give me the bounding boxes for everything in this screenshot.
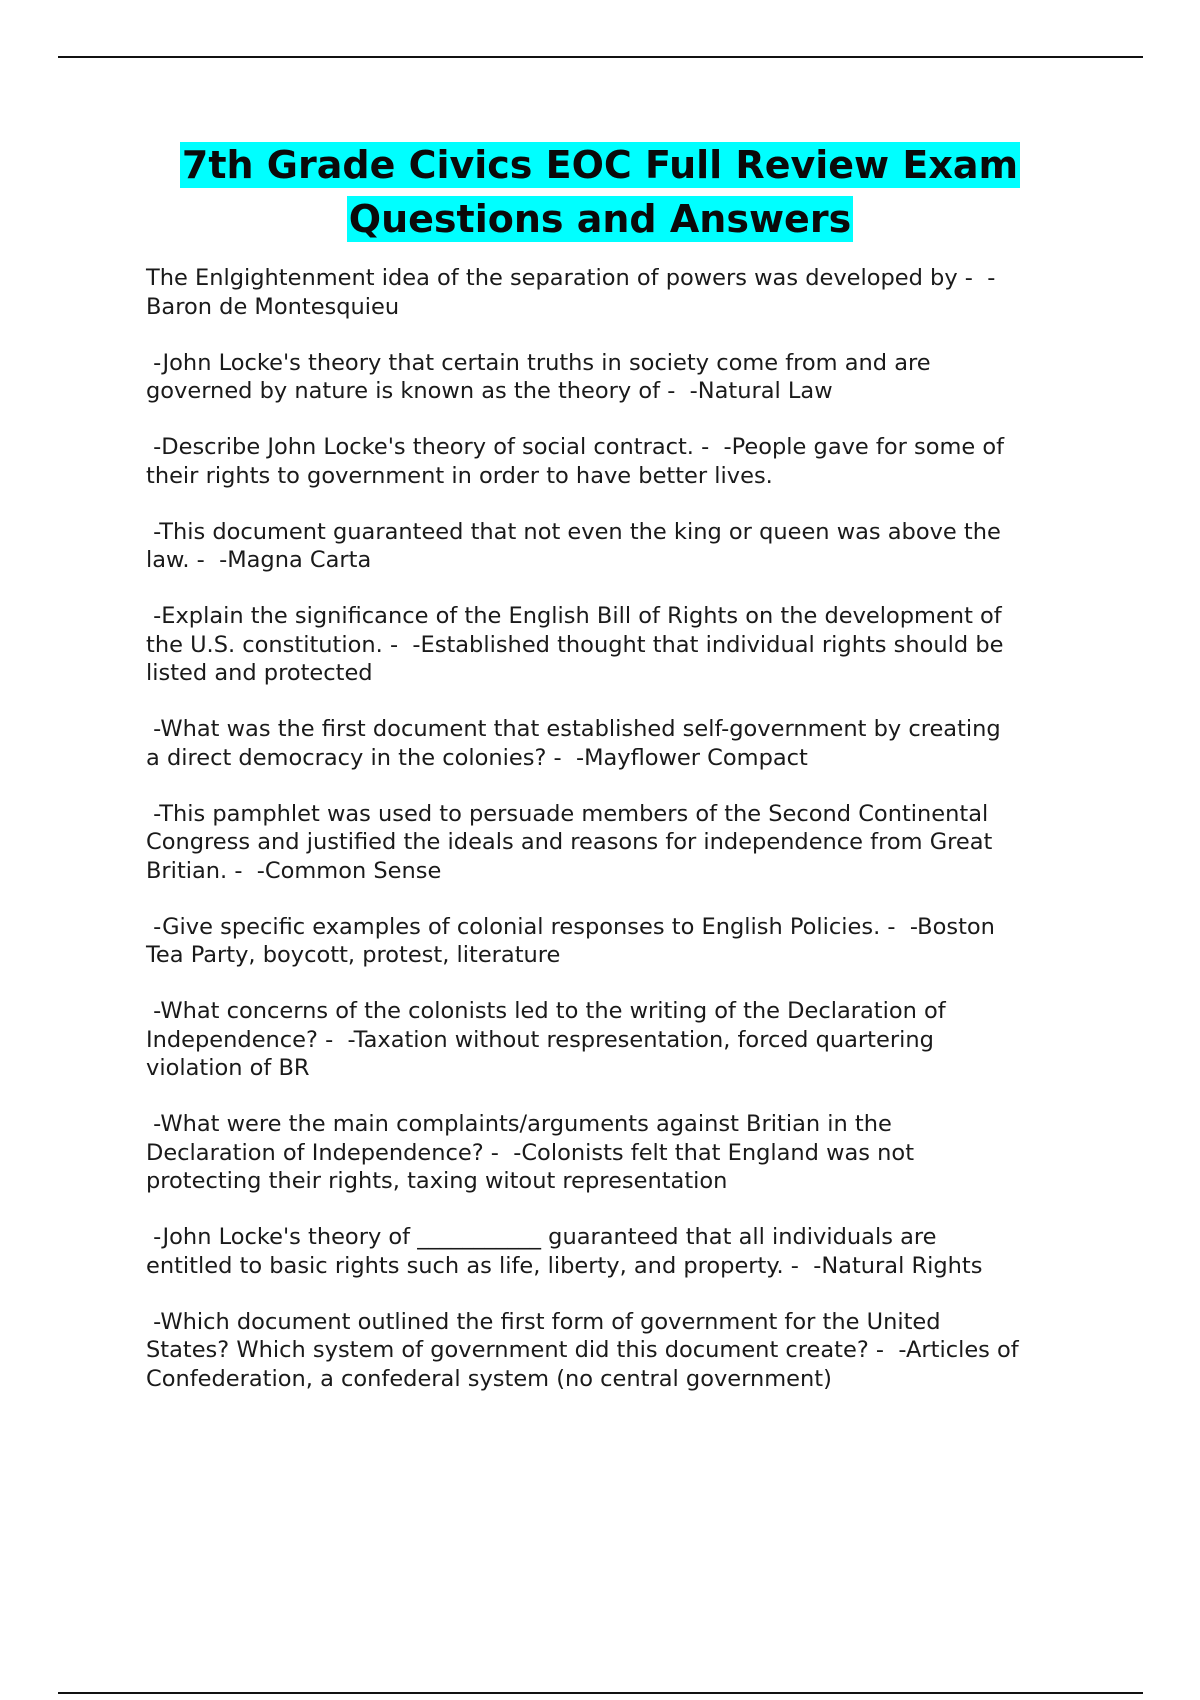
qa-item: -Give specific examples of colonial responses to English Policies. - -Boston Tea Party, boycott, protest, literature (146, 913, 995, 968)
qa-item: -What concerns of the colonists led to the writing of the Declaration of Independence? - -Taxation without respresentation, forced quartering violation of BR (146, 998, 946, 1081)
qa-item: -Describe John Locke's theory of social contract. - -People gave for some of their rights to government in order to have better lives. (146, 434, 1005, 489)
qa-item: -Explain the significance of the English Bill of Rights on the development of the U.S. constitution. - -Established thought that individual rights should be listed and protected (146, 603, 1004, 686)
qa-item: -John Locke's theory of ___________ guaranteed that all individuals are entitled to basic rights such as life, liberty, and property. - -Natural Rights (146, 1224, 983, 1279)
qa-item: -John Locke's theory that certain truths in society come from and are governed by nature is known as the theory of - -Natural Law (146, 349, 931, 404)
qa-list (146, 264, 1096, 1421)
title-line-1: 7th Grade Civics EOC Full Review Exam (181, 143, 1019, 187)
qa-item: -Which document outlined the first form of government for the United States? Which system of government did this document create? - -Articles of Confederation, a confederal system (no central government) (146, 1308, 1019, 1392)
page-title (0, 142, 1200, 250)
title-line-2: Questions and Answers (348, 197, 852, 241)
qa-item: -What were the main complaints/arguments against Britian in the Declaration of Independence? - -Colonists felt that England was not protecting their rights, taxing witout representation (146, 1111, 915, 1194)
qa-item: -This document guaranteed that not even the king or queen was above the law. - -Magna Carta (146, 518, 1001, 573)
bottom-divider (58, 1692, 1143, 1694)
qa-item: The Enlgightenment idea of the separation of powers was developed by - - Baron de Montesquieu (146, 265, 996, 320)
top-divider (58, 56, 1143, 58)
qa-item: -This pamphlet was used to persuade members of the Second Continental Congress and justified the ideals and reasons for independence from Great Britian. - -Common Sense (146, 800, 993, 884)
qa-item: -What was the first document that established self-government by creating a direct democracy in the colonies? - -Mayflower Compact (146, 716, 1001, 771)
